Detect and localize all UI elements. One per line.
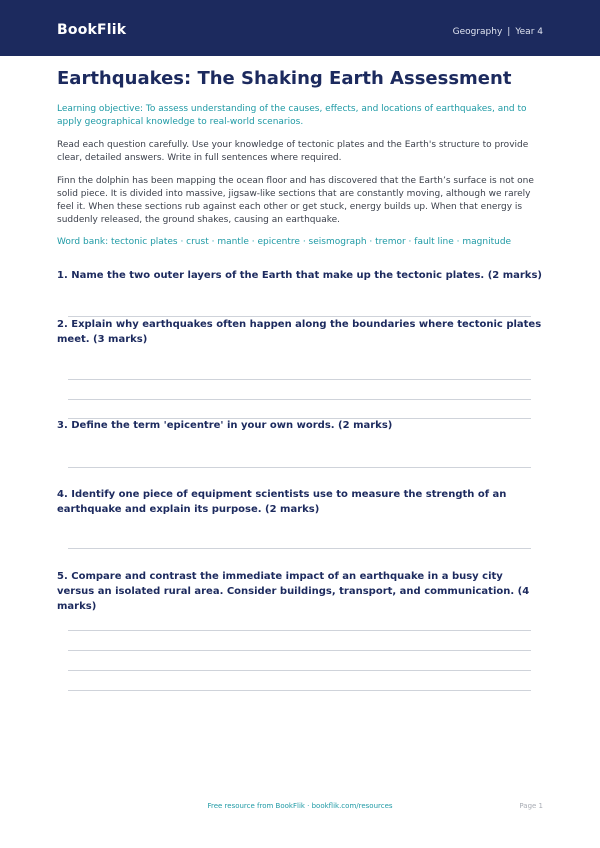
page-number: Page 1	[519, 802, 543, 810]
question-4: 4. Identify one piece of equipment scientists use to measure the strength of an earthquake and explain its purpose. (2 marks)	[57, 489, 507, 515]
answer-line[interactable]	[68, 630, 531, 631]
intro-section	[57, 62, 543, 249]
question-1: 1. Name the two outer layers of the Earth that make up the tectonic plates. (2 marks)	[57, 270, 542, 281]
answer-line[interactable]	[68, 379, 531, 380]
meta-separator: |	[507, 27, 511, 37]
subject-year	[453, 27, 543, 37]
answer-line[interactable]	[68, 399, 531, 400]
answer-line[interactable]	[68, 650, 531, 651]
subject-label: Geography	[452, 27, 503, 37]
answer-line[interactable]	[68, 548, 531, 549]
answer-line[interactable]	[68, 670, 531, 671]
question-2: 2. Explain why earthquakes often happen along the boundaries where tectonic plates meet. (3 marks)	[57, 319, 542, 345]
answer-line[interactable]	[68, 467, 531, 468]
word-bank: Word bank: tectonic plates · crust · mantle · epicentre · seismograph · tremor · fault line · magnitude	[57, 237, 512, 247]
question-5: 5. Compare and contrast the immediate impact of an earthquake in a busy city versus an isolated rural area. Consider buildings, transport, and communication. (4 marks)	[57, 571, 530, 612]
page-header	[0, 0, 600, 56]
brand-logo: BookFlik	[57, 22, 127, 38]
question-3: 3. Define the term 'epicentre' in your own words. (2 marks)	[57, 420, 393, 431]
footer-credit: Free resource from BookFlik · bookflik.com/resources	[207, 802, 393, 810]
instructions: Read each question carefully. Use your knowledge of tectonic plates and the Earth's structure to provide clear, detailed answers. Write in full sentences where required.	[57, 140, 529, 163]
learning-objective: Learning objective: To assess understanding of the causes, effects, and locations of earthquakes, and to apply geographical knowledge to real-world scenarios.	[57, 104, 527, 127]
year-label: Year 4	[515, 27, 543, 37]
answer-line[interactable]	[68, 690, 531, 691]
page-title: Earthquakes: The Shaking Earth Assessment	[57, 68, 512, 89]
story-passage: Finn the dolphin has been mapping the ocean floor and has discovered that the Earth’s surface is not one solid piece. It is divided into massive, jigsaw-like sections that are constantly moving, although we rarely feel it. When these sections rub against each other or get stuck, energy builds up. When that energy is suddenly released, the ground shakes, causing an earthquake.	[57, 176, 534, 225]
